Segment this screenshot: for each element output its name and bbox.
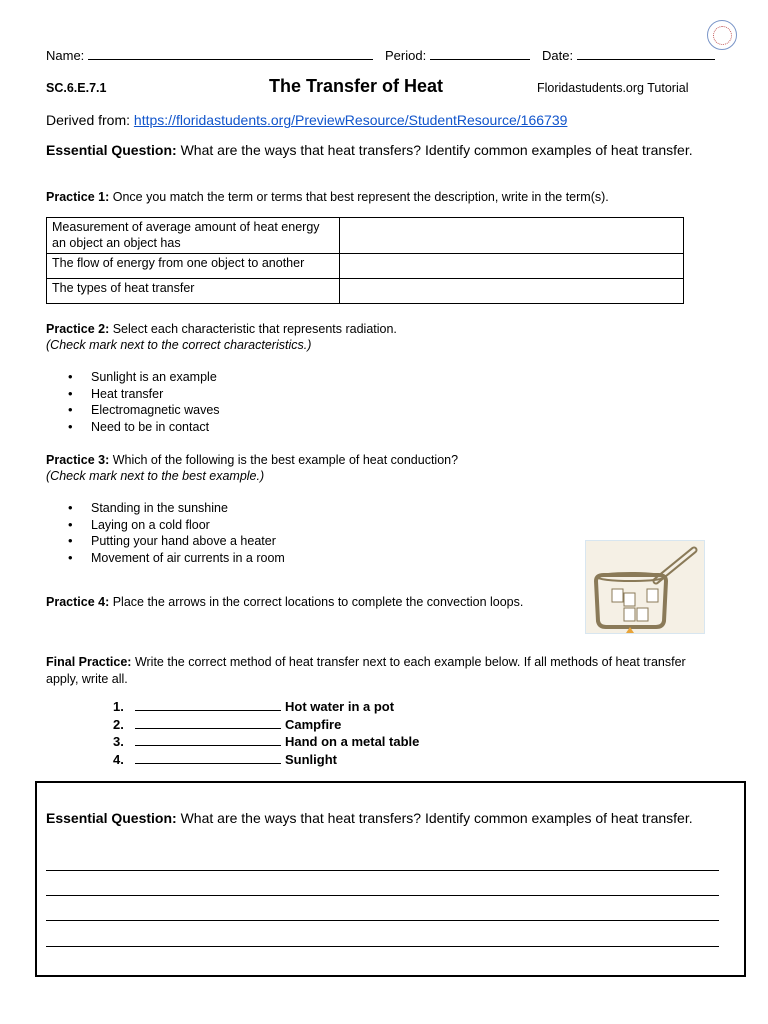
matching-table	[46, 217, 684, 304]
answer-cell[interactable]	[340, 279, 684, 304]
name-field[interactable]	[46, 47, 373, 63]
item-text: Hand on a metal table	[285, 734, 420, 749]
list-item[interactable]: • Need to be in contact	[46, 419, 220, 436]
list-item	[113, 698, 419, 716]
derived-from	[46, 112, 567, 128]
period-label: Period:	[385, 48, 427, 63]
answer-blank[interactable]	[135, 733, 281, 746]
list-item	[113, 751, 419, 769]
convection-pot-diagram	[585, 540, 705, 634]
final-practice-prompt	[46, 654, 716, 688]
practice4-text: Place the arrows in the correct locations to complete the convection loops.	[112, 595, 524, 609]
practice3-note: (Check mark next to the best example.)	[46, 469, 265, 483]
table-row	[47, 279, 684, 304]
practice3-prompt	[46, 452, 458, 484]
practice1-text: Once you match the term or terms that best represent the description, write in the term(s).	[112, 190, 609, 204]
answer-cell[interactable]	[340, 254, 684, 279]
essential-question	[46, 141, 716, 159]
practice4-label: Practice 4:	[46, 595, 110, 609]
box-question-text: What are the ways that heat transfers? Identify common examples of heat transfer.	[180, 810, 693, 826]
item-text: Hot water in a pot	[285, 699, 395, 714]
source-link[interactable]: https://floridastudents.org/PreviewResource/StudentResource/166739	[133, 112, 568, 128]
practice1-label: Practice 1:	[46, 190, 110, 204]
practice3-label: Practice 3:	[46, 453, 110, 467]
answer-line[interactable]	[46, 895, 719, 896]
period-blank[interactable]	[430, 47, 530, 60]
list-item	[113, 733, 419, 751]
list-item[interactable]: • Sunlight is an example	[46, 369, 220, 386]
page-title: The Transfer of Heat	[269, 76, 444, 96]
answer-blank[interactable]	[135, 716, 281, 729]
list-item	[113, 716, 419, 734]
answer-line[interactable]	[46, 870, 719, 871]
source-tag: Floridastudents.org Tutorial	[537, 81, 689, 95]
practice2-note: (Check mark next to the correct characteristics.)	[46, 338, 312, 352]
derived-label: Derived from:	[46, 112, 131, 128]
table-cell-description: The flow of energy from one object to another	[47, 254, 340, 279]
answer-blank[interactable]	[135, 751, 281, 764]
box-question-label: Essential Question:	[46, 810, 177, 826]
item-text: Sunlight	[285, 751, 337, 767]
answer-cell[interactable]	[340, 218, 684, 254]
answer-blank[interactable]	[135, 698, 281, 711]
standard-code: SC.6.E.7.1	[46, 81, 107, 95]
table-cell-description: Measurement of average amount of heat energy an object an object has	[47, 218, 340, 254]
list-item[interactable]: • Movement of air currents in a room	[46, 550, 285, 567]
table-row	[47, 218, 684, 254]
practice4-prompt	[46, 595, 523, 609]
date-blank[interactable]	[577, 47, 715, 60]
practice3-options	[46, 500, 285, 566]
list-item[interactable]: • Standing in the sunshine	[46, 500, 285, 517]
practice2-prompt	[46, 321, 397, 353]
table-cell-description: The types of heat transfer	[47, 279, 340, 304]
name-label: Name:	[46, 48, 85, 63]
answer-line[interactable]	[46, 946, 719, 947]
table-row	[47, 254, 684, 279]
period-field[interactable]	[385, 47, 530, 63]
answer-line[interactable]	[46, 920, 719, 921]
pot-icon	[586, 541, 704, 633]
name-blank[interactable]	[88, 47, 373, 60]
list-item[interactable]: • Electromagnetic waves	[46, 402, 220, 419]
final-practice-text: Write the correct method of heat transfer next to each example below. If all methods of heat transfer apply, write all.	[46, 655, 686, 686]
final-practice-list	[113, 698, 419, 768]
item-text: Campfire	[285, 716, 342, 732]
essential-question-text: What are the ways that heat transfers? Identify common examples of heat transfer.	[180, 142, 693, 158]
essential-question-label: Essential Question:	[46, 142, 177, 158]
school-seal-logo	[707, 20, 737, 50]
list-item[interactable]: • Laying on a cold floor	[46, 517, 285, 534]
box-essential-question	[46, 809, 716, 828]
practice3-text: Which of the following is the best example of heat conduction?	[112, 453, 459, 467]
date-label: Date:	[542, 48, 574, 63]
list-item[interactable]: • Heat transfer	[46, 386, 220, 403]
item-number: 1.	[113, 699, 124, 714]
practice1-prompt	[46, 190, 609, 204]
item-number: 3.	[113, 734, 124, 749]
practice2-text: Select each characteristic that represents radiation.	[112, 322, 397, 336]
final-practice-label: Final Practice:	[46, 655, 132, 669]
item-number: 2.	[113, 716, 124, 732]
item-number: 4.	[113, 751, 124, 767]
list-item[interactable]: • Putting your hand above a heater	[46, 533, 285, 550]
date-field[interactable]	[542, 47, 715, 63]
practice2-options	[46, 369, 220, 435]
practice2-label: Practice 2:	[46, 322, 110, 336]
